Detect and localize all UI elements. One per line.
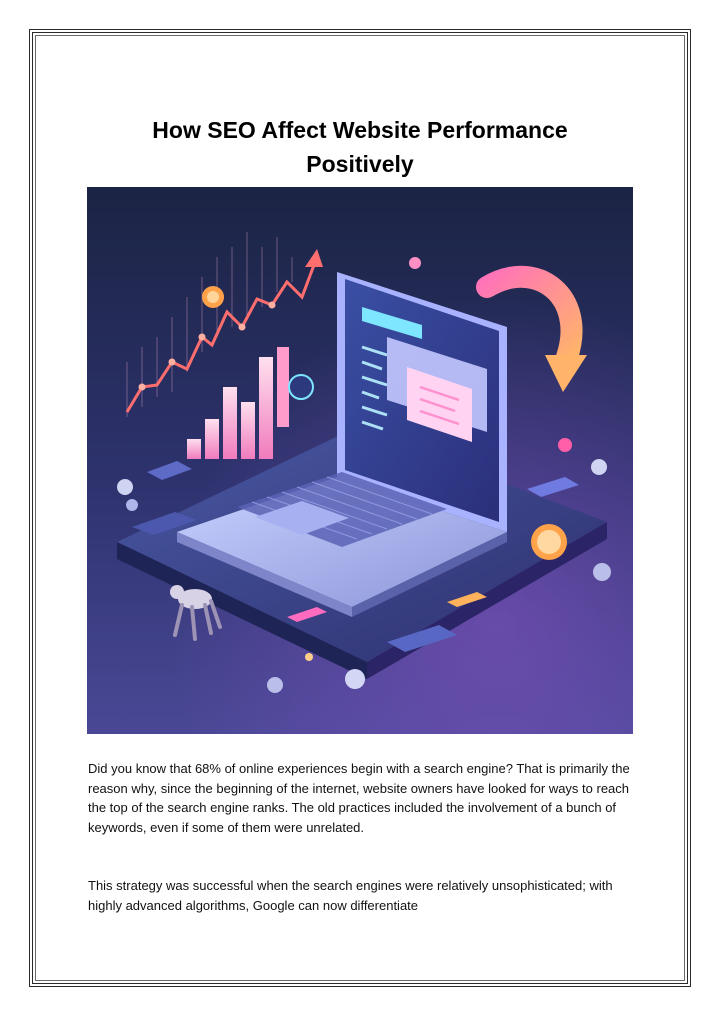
seo-illustration bbox=[87, 187, 633, 734]
body-paragraph-1: Did you know that 68% of online experiences begin with a search engine? That is primarily the reason why, since the beginning of the internet, website owners have looked for ways to reach the top of the search engine ranks. The old practices included the involvement of a bunch of keywords, even if some of them were unrelated. bbox=[88, 761, 630, 835]
title-line-2: Positively bbox=[306, 151, 414, 177]
title-line-1: How SEO Affect Website Performance bbox=[152, 117, 568, 143]
body-paragraph-2: This strategy was successful when the search engines were relatively unsophisticated; with highly advanced algorithms, Google can now differentiate bbox=[88, 878, 613, 913]
page-title bbox=[0, 113, 720, 181]
